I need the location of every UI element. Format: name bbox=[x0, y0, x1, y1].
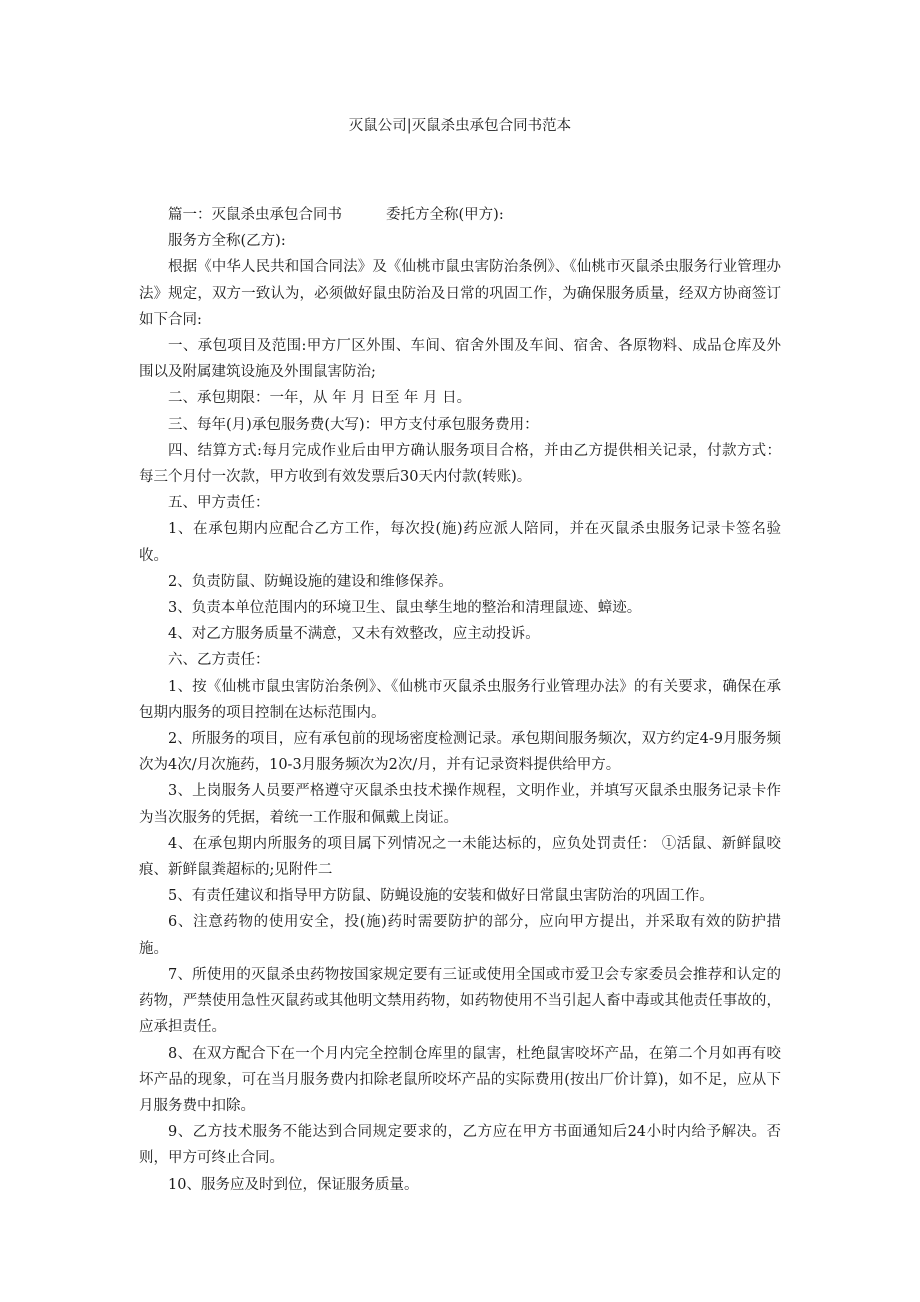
party-a-label: 委托方全称(甲方): bbox=[386, 207, 504, 223]
paragraph: 7、所使用的灭鼠杀虫药物按国家规定要有三证或使用全国或市爱卫会专家委员会推荐和认定的药物，严禁使用急性灭鼠药或其他明文禁用药物，如药物使用不当引起人畜中毒或其他责任事故的，应承担责任。 bbox=[139, 966, 781, 1036]
document-body bbox=[139, 202, 781, 1198]
contract-heading: 篇一：灭鼠杀虫承包合同书 bbox=[168, 207, 342, 223]
paragraph: 五、甲方责任： bbox=[168, 495, 270, 512]
paragraph: 3、负责本单位范围内的环境卫生、鼠虫孳生地的整治和清理鼠迹、蟑迹。 bbox=[168, 600, 642, 617]
paragraph: 8、在双方配合下在一个月内完全控制仓库里的鼠害，杜绝鼠害咬坏产品，在第二个月如再有咬坏产品的现象，可在当月服务费内扣除老鼠所咬坏产品的实际费用(按出厂价计算)，如不足，应从下月服务费中扣除。 bbox=[139, 1045, 781, 1114]
contract-heading-line bbox=[139, 202, 781, 228]
paragraph: 六、乙方责任： bbox=[168, 652, 270, 669]
paragraph: 根据《中华人民共和国合同法》及《仙桃市鼠虫害防治条例》、《仙桃市灭鼠杀虫服务行业管理办法》规定，双方一致认为，必须做好鼠虫防治及日常的巩固工作，为确保服务质量，经双方协商签订如下合同: bbox=[139, 259, 781, 328]
paragraph: 4、对乙方服务质量不满意，又未有效整改，应主动投诉。 bbox=[168, 626, 540, 643]
paragraph: 3、上岗服务人员要严格遵守灭鼠杀虫技术操作规程，文明作业，并填写灭鼠杀虫服务记录卡作为当次服务的凭据，着统一工作服和佩戴上岗证。 bbox=[139, 783, 781, 826]
paragraph: 6、注意药物的使用安全，投(施)药时需要防护的部分，应向甲方提出，并采取有效的防护措施。 bbox=[139, 914, 781, 957]
paragraph: 10、服务应及时到位，保证服务质量。 bbox=[168, 1176, 419, 1193]
paragraph: 2、所服务的项目，应有承包前的现场密度检测记录。承包期间服务频次，双方约定4-9月服务频次为4次/月次施药，10-3月服务频次为2次/月，并有记录资料提供给甲方。 bbox=[139, 731, 781, 774]
paragraph: 9、乙方技术服务不能达到合同规定要求的，乙方应在甲方书面通知后24小时内给予解决。否则，甲方可终止合同。 bbox=[139, 1124, 781, 1167]
paragraph: 四、结算方式:每月完成作业后由甲方确认服务项目合格，并由乙方提供相关记录，付款方式：每三个月付一次款，甲方收到有效发票后30天内付款(转账)。 bbox=[139, 442, 781, 486]
paragraph: 4、在承包期内所服务的项目属下列情况之一未能达标的，应负处罚责任： ①活鼠、新鲜鼠咬痕、新鲜鼠粪超标的;见附件二 bbox=[139, 835, 781, 879]
paragraph: 5、有责任建议和指导甲方防鼠、防蝇设施的安装和做好日常鼠虫害防治的巩固工作。 bbox=[168, 888, 714, 905]
paragraph: 三、每年(月)承包服务费(大写)：甲方支付承包服务费用： bbox=[168, 416, 539, 433]
document-title: 灭鼠公司|灭鼠杀虫承包合同书范本 bbox=[348, 118, 572, 134]
paragraph: 2、负责防鼠、防蝇设施的建设和维修保养。 bbox=[168, 573, 453, 590]
paragraph: 1、在承包期内应配合乙方工作，每次投(施)药应派人陪同，并在灭鼠杀虫服务记录卡签名验收。 bbox=[139, 521, 781, 564]
paragraph: 二、承包期限：一年，从 年 月 日至 年 月 日。 bbox=[168, 390, 472, 407]
paragraph: 一、承包项目及范围:甲方厂区外围、车间、宿舍外围及车间、宿舍、各原物料、成品仓库及外围以及附属建筑设施及外围鼠害防治; bbox=[139, 338, 781, 381]
paragraph: 服务方全称(乙方): bbox=[168, 233, 286, 250]
paragraph: 1、按《仙桃市鼠虫害防治条例》、《仙桃市灭鼠杀虫服务行业管理办法》的有关要求，确保在承包期内服务的项目控制在达标范围内。 bbox=[139, 678, 781, 721]
